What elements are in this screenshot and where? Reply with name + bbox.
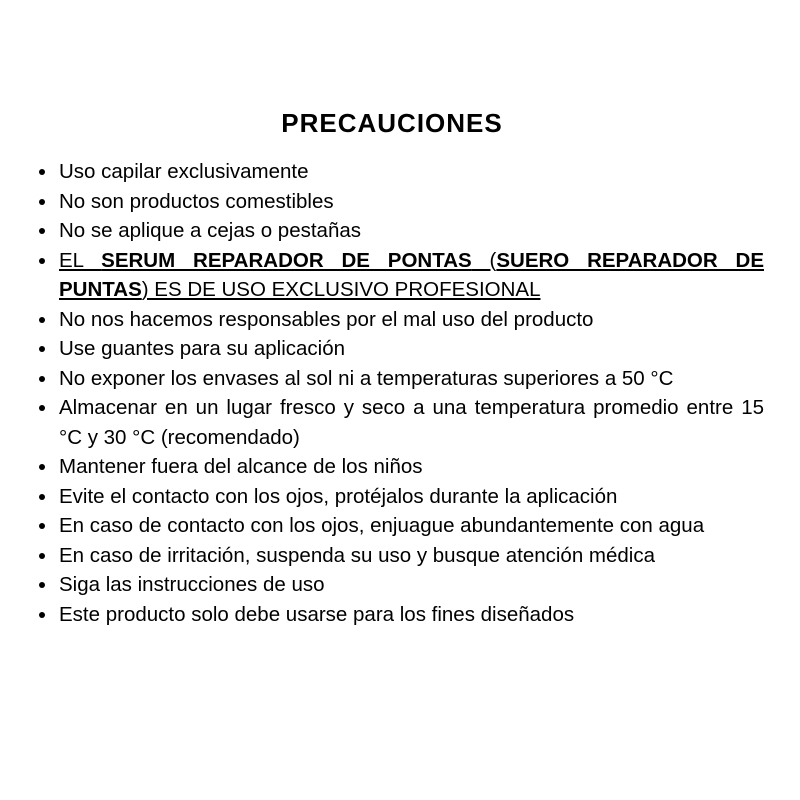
- item-text: Uso capilar exclusivamente: [59, 160, 309, 183]
- item-text-part: EL: [59, 248, 102, 272]
- bullet-icon: [39, 612, 45, 618]
- list-item: [36, 600, 764, 630]
- bullet-icon: [39, 464, 45, 470]
- item-text: Almacenar en un lugar fresco y seco a una temperatura promedio entre 15 °C y 30 °C (recomendado): [59, 396, 764, 449]
- bullet-icon: [39, 317, 45, 323]
- item-text: En caso de irritación, suspenda su uso y busque atención médica: [59, 543, 656, 567]
- item-text: En caso de contacto con los ojos, enjuague abundantemente con agua: [59, 514, 705, 537]
- item-text: Siga las instrucciones de uso: [59, 573, 325, 596]
- list-item: [36, 482, 764, 512]
- list-item: [36, 541, 764, 571]
- item-text: No son productos comestibles: [59, 189, 334, 213]
- page-title: PRECAUCIONES: [281, 108, 503, 138]
- list-item: [36, 393, 764, 452]
- bullet-icon: [39, 553, 45, 559]
- item-text: No exponer los envases al sol ni a temperaturas superiores a 50 °C: [59, 366, 674, 390]
- item-text: No nos hacemos responsables por el mal uso del producto: [59, 307, 594, 331]
- item-text: Use guantes para su aplicación: [59, 337, 346, 360]
- list-item: [36, 157, 764, 187]
- list-item: [36, 364, 764, 394]
- list-item: [36, 570, 764, 600]
- list-item-professional-use: [36, 246, 764, 305]
- item-text-part: (: [471, 248, 497, 272]
- item-text-part: ) ES DE USO EXCLUSIVO PROFESIONAL: [141, 278, 541, 301]
- list-item: [36, 452, 764, 482]
- list-item: [36, 511, 764, 541]
- bullet-icon: [39, 405, 45, 411]
- bullet-icon: [39, 258, 45, 264]
- product-name-spanish: SUERO REPARADOR DE PUNTAS: [59, 248, 764, 301]
- item-text: No se aplique a cejas o pestañas: [59, 219, 362, 242]
- item-text: Evite el contacto con los ojos, protéjalos durante la aplicación: [59, 484, 618, 508]
- bullet-icon: [39, 199, 45, 205]
- bullet-icon: [39, 228, 45, 234]
- precautions-list: [36, 157, 764, 629]
- bullet-icon: [39, 169, 45, 175]
- bullet-icon: [39, 494, 45, 500]
- item-text: Mantener fuera del alcance de los niños: [59, 455, 423, 478]
- list-item: [36, 334, 764, 364]
- product-name-portuguese: SERUM REPARADOR DE PONTAS: [101, 248, 472, 272]
- bullet-icon: [39, 582, 45, 588]
- list-item: [36, 305, 764, 335]
- bullet-icon: [39, 376, 45, 382]
- bullet-icon: [39, 346, 45, 352]
- list-item: [36, 187, 764, 217]
- list-item: [36, 216, 764, 246]
- item-text: Este producto solo debe usarse para los fines diseñados: [59, 602, 575, 626]
- bullet-icon: [39, 523, 45, 529]
